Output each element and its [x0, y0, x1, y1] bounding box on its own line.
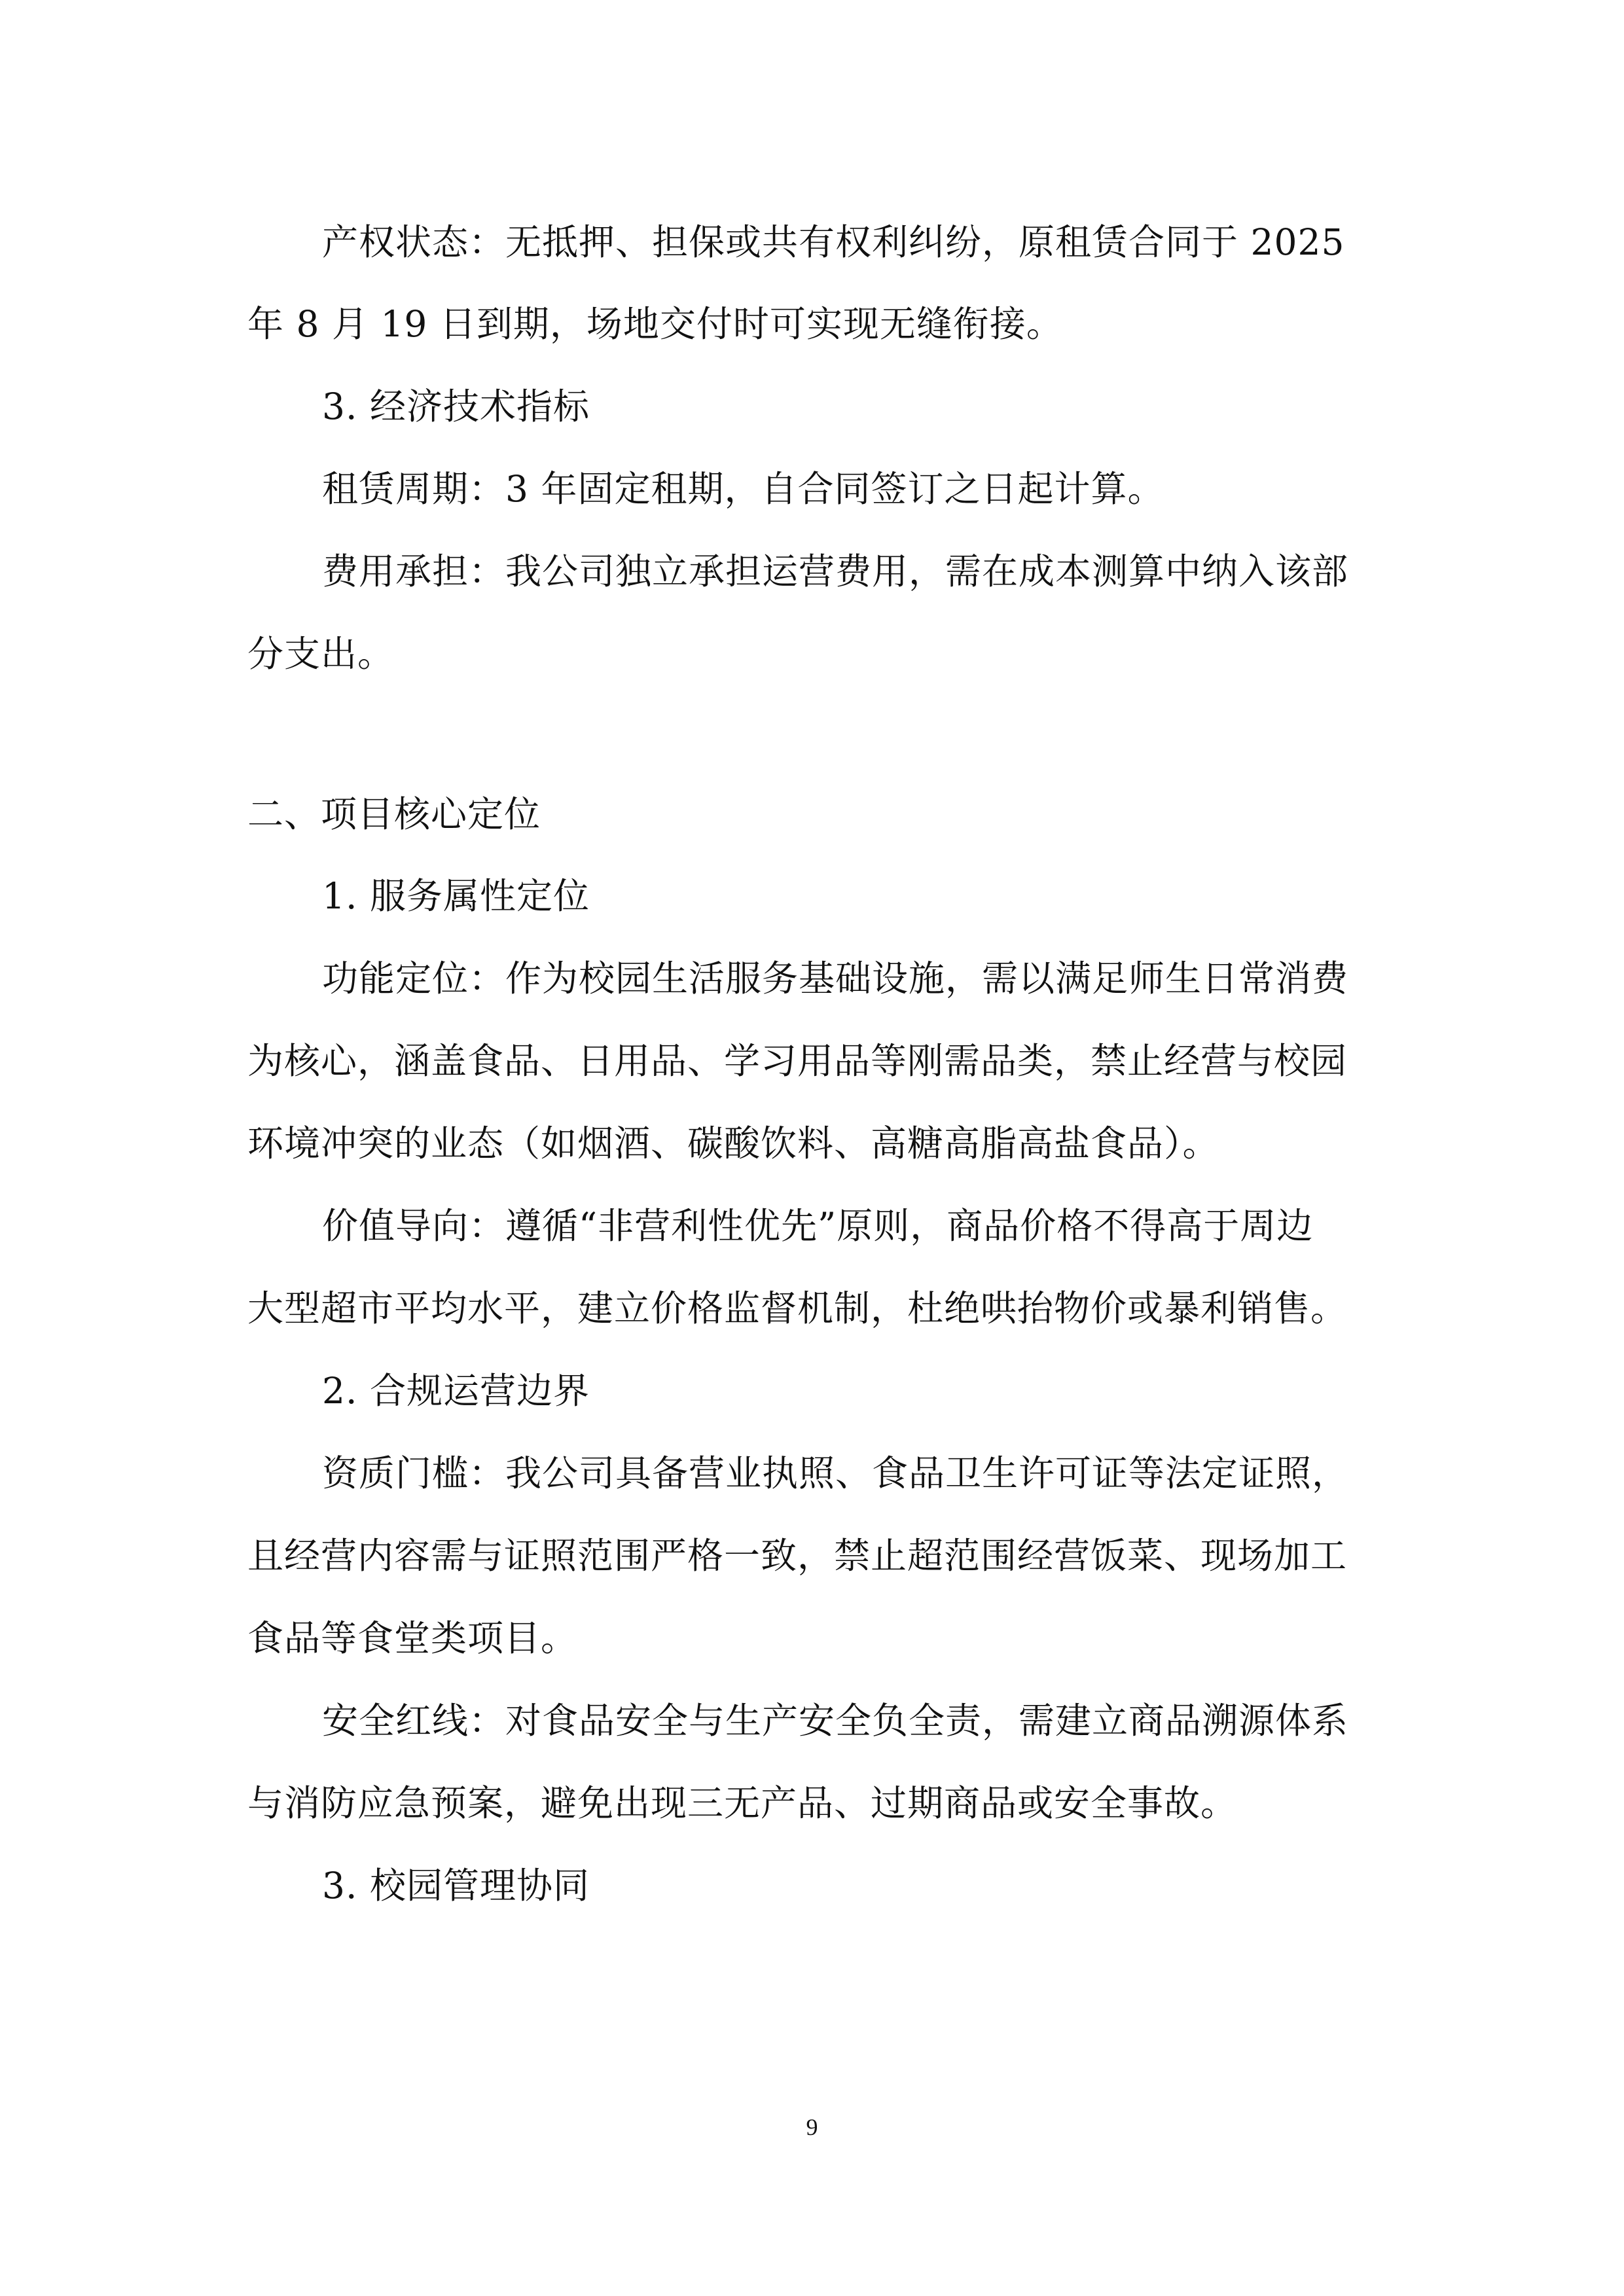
subheading-compliance-boundary: 2. 合规运营边界 — [322, 1370, 590, 1412]
paragraph-value-orientation: 价值导向：遵循“非营利性优先”原则，商品价格不得高于周边 — [322, 1205, 1314, 1247]
paragraph-safety-redline-cont: 与消防应急预案，避免出现三无产品、过期商品或安全事故。 — [247, 1782, 1238, 1824]
paragraph-value-orientation-cont: 大型超市平均水平，建立价格监督机制，杜绝哄抬物价或暴利销售。 — [247, 1287, 1348, 1329]
subheading-service-positioning: 1. 服务属性定位 — [322, 875, 590, 917]
section-heading-core-positioning: 二、项目核心定位 — [247, 793, 541, 835]
paragraph-function-positioning-cont-1: 为核心，涵盖食品、日用品、学习用品等刚需品类，禁止经营与校园 — [247, 1040, 1348, 1082]
paragraph-safety-redline: 安全红线：对食品安全与生产安全负全责，需建立商品溯源体系 — [322, 1700, 1349, 1742]
paragraph-property-status: 产权状态：无抵押、担保或共有权利纠纷，原租赁合同于 2025 — [322, 221, 1345, 263]
paragraph-cost-bearing: 费用承担：我公司独立承担运营费用，需在成本测算中纳入该部 — [322, 550, 1349, 592]
subheading-economic-indicators: 3. 经济技术指标 — [322, 386, 590, 427]
paragraph-cost-bearing-cont: 分支出。 — [247, 633, 395, 675]
paragraph-property-status-cont: 年 8 月 19 日到期，场地交付时可实现无缝衔接。 — [247, 303, 1063, 345]
paragraph-lease-period: 租赁周期：3 年固定租期，自合同签订之日起计算。 — [322, 468, 1164, 510]
subheading-campus-coordination: 3. 校园管理协同 — [322, 1865, 590, 1907]
paragraph-function-positioning-cont-2: 环境冲突的业态（如烟酒、碳酸饮料、高糖高脂高盐食品）。 — [247, 1122, 1219, 1164]
page-number: 9 — [806, 2114, 818, 2140]
paragraph-qualification-threshold-cont-2: 食品等食堂类项目。 — [247, 1617, 578, 1659]
paragraph-qualification-threshold-cont-1: 且经营内容需与证照范围严格一致，禁止超范围经营饭菜、现场加工 — [247, 1535, 1348, 1577]
paragraph-qualification-threshold: 资质门槛：我公司具备营业执照、食品卫生许可证等法定证照， — [322, 1452, 1349, 1494]
paragraph-function-positioning: 功能定位：作为校园生活服务基础设施，需以满足师生日常消费 — [322, 958, 1349, 999]
